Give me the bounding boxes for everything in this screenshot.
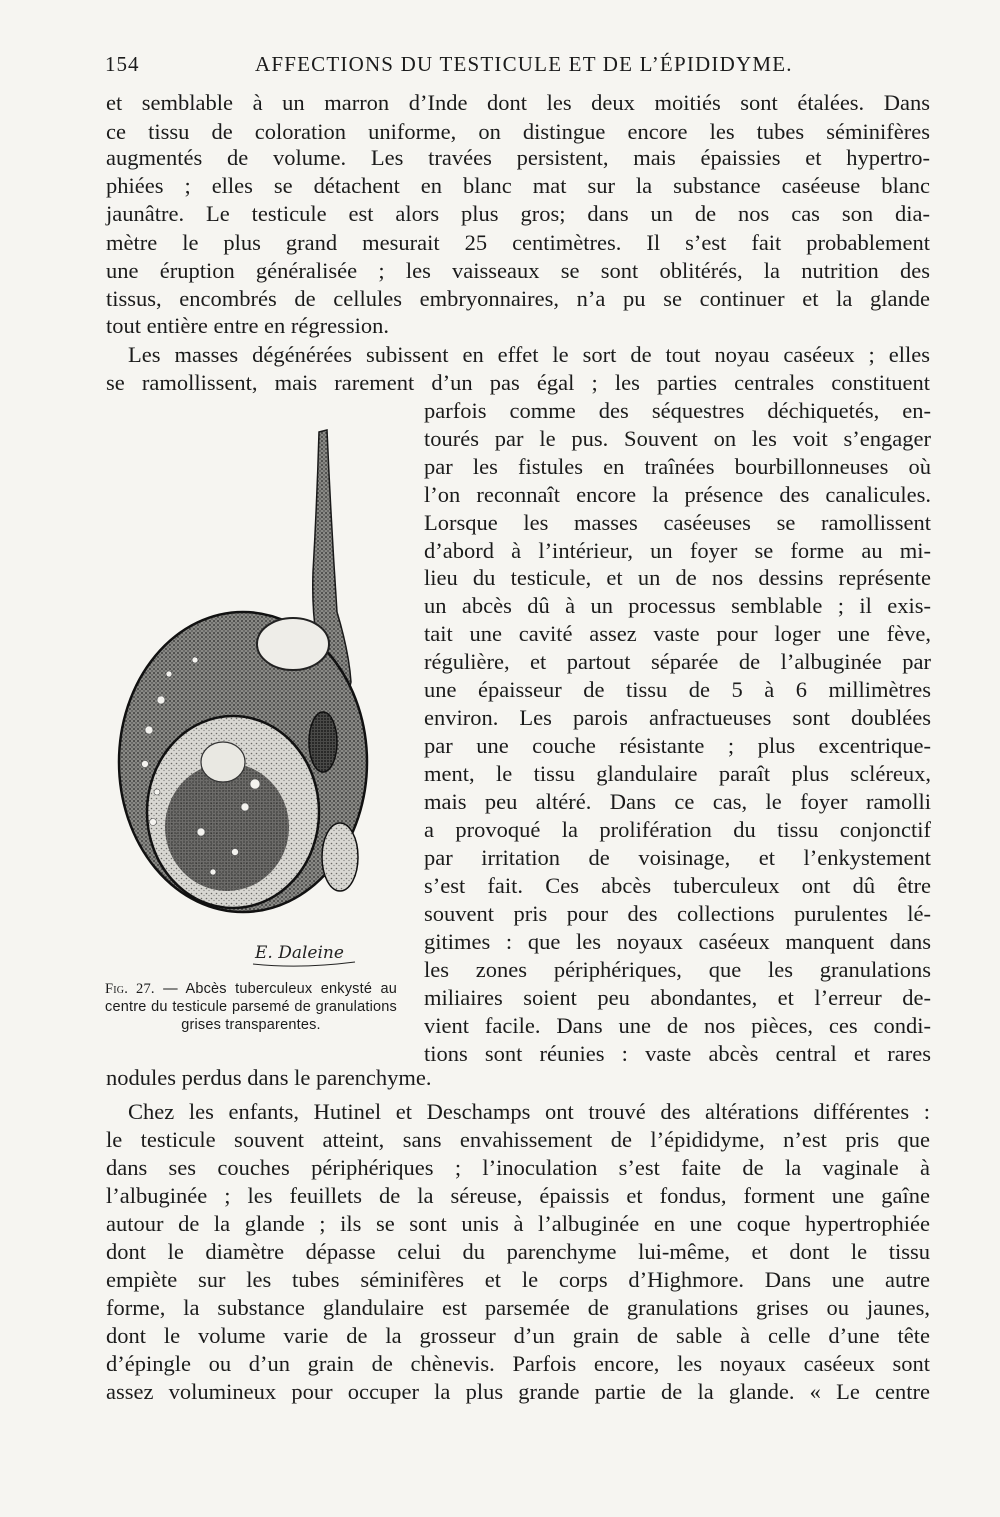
- artist-signature: E. Daleine: [255, 943, 344, 963]
- text-line: phiées ; elles se détachent en blanc mat sur la substance caséeuse blanc: [106, 173, 930, 198]
- figure-number: Fig. 27.: [105, 981, 155, 997]
- text-line: tions sont réunies : vaste abcès central et rares: [424, 1041, 931, 1066]
- figure-illustration: [105, 412, 405, 982]
- text-line: parfois comme des séquestres déchiquetés, en-: [424, 398, 931, 423]
- text-line: une éruption généralisée ; les vaisseaux se sont oblitérés, la nutrition des: [106, 258, 930, 283]
- running-header: [105, 52, 930, 82]
- text-line: par une couche résistante ; plus excentrique-: [424, 733, 931, 758]
- text-line: nodules perdus dans le parenchyme.: [106, 1065, 432, 1090]
- text-line: tout entière entre en régression.: [106, 313, 390, 338]
- text-line: ment, le tissu glandulaire paraît plus scléreux,: [424, 761, 931, 786]
- text-line: mètre le plus grand mesurait 25 centimètres. Il s’est fait probablement: [106, 230, 930, 255]
- text-line: dont le volume varie de la grosseur d’un grain de sable à celle d’une tête: [106, 1323, 930, 1348]
- text-line: forme, la substance glandulaire est parsemée de granulations grises ou jaunes,: [106, 1295, 930, 1320]
- text-line: tourés par le pus. Souvent on les voit s’engager: [424, 426, 931, 451]
- text-line: un abcès dû à un processus semblable ; il exis-: [424, 593, 931, 618]
- text-line: se ramollissent, mais rarement d’un pas égal ; les parties centrales constituent: [106, 370, 930, 395]
- text-line: augmentés de volume. Les travées persistent, mais épaissies et hypertro-: [106, 145, 930, 170]
- text-line: régulière, et partout séparée de l’albuginée par: [424, 649, 931, 674]
- text-line: par irritation de voisinage, et l’enkystement: [424, 845, 931, 870]
- text-line: jaunâtre. Le testicule est alors plus gros; dans un de nos cas son dia-: [106, 201, 930, 226]
- text-line: Lorsque les masses caséeuses se ramollissent: [424, 510, 931, 535]
- text-line: mais peu altéré. Dans ce cas, le foyer ramolli: [424, 789, 931, 814]
- text-line: une épaisseur de tissu de 5 à 6 millimètres: [424, 677, 931, 702]
- text-line: les zones périphériques, que les granulations: [424, 957, 931, 982]
- text-line: lieu du testicule, et un de nos dessins représente: [424, 565, 931, 590]
- text-line: dont le diamètre dépasse celui du parenchyme lui-même, et dont le tissu: [106, 1239, 930, 1264]
- running-title: AFFECTIONS DU TESTICULE ET DE L’ÉPIDIDYME.: [255, 52, 793, 76]
- text-line: environ. Les parois anfractueuses sont doublées: [424, 705, 931, 730]
- figure-caption-text: — Abcès tuberculeux enkysté au centre du testicule parsemé de granulations grises transparentes.: [105, 981, 398, 1033]
- text-line: souvent pris pour des collections purulentes lé-: [424, 901, 931, 926]
- figure-caption: [105, 980, 397, 1034]
- text-line: empiète sur les tubes séminifères et le corps d’Highmore. Dans une autre: [106, 1267, 930, 1292]
- text-line: a provoqué la prolifération du tissu conjonctif: [424, 817, 931, 842]
- text-line: Les masses dégénérées subissent en effet le sort de tout noyau caséeux ; elles: [128, 342, 930, 367]
- text-line: l’on reconnaît encore la présence des canalicules.: [424, 482, 931, 507]
- text-line: le testicule souvent atteint, sans envahissement de l’épididyme, n’est pris que: [106, 1127, 930, 1152]
- text-line: Chez les enfants, Hutinel et Deschamps ont trouvé des altérations différentes :: [128, 1099, 930, 1124]
- text-line: tissus, encombrés de cellules embryonnaires, n’a pu se continuer et la glande: [106, 286, 930, 311]
- text-line: par les fistules en traînées bourbillonneuses où: [424, 454, 931, 479]
- text-line: et semblable à un marron d’Inde dont les deux moitiés sont étalées. Dans: [106, 90, 930, 115]
- text-line: s’est fait. Ces abcès tuberculeux ont dû être: [424, 873, 931, 898]
- text-line: ce tissu de coloration uniforme, on distingue encore les tubes séminifères: [106, 119, 930, 144]
- text-line: vient facile. Dans une de nos pièces, ces condi-: [424, 1013, 931, 1038]
- text-line: miliaires soient peu abondantes, et l’erreur de-: [424, 985, 931, 1010]
- testicle-engraving: [105, 412, 405, 982]
- caseous-nodule: [257, 618, 329, 670]
- text-line: assez volumineux pour occuper la plus grande partie de la glande. « Le centre: [106, 1379, 930, 1404]
- text-line: d’épingle ou d’un grain de chènevis. Parfois encore, les noyaux caséeux sont: [106, 1351, 930, 1376]
- text-line: autour de la glande ; ils se sont unis à l’albuginée en une coque hypertrophiée: [106, 1211, 930, 1236]
- page-number: 154: [105, 52, 140, 76]
- text-line: tait une cavité assez vaste pour loger une fève,: [424, 621, 931, 646]
- text-line: l’albuginée ; les feuillets de la séreuse, épaissis et fondus, forment une gaîne: [106, 1183, 930, 1208]
- text-line: d’abord à l’intérieur, un foyer se forme au mi-: [424, 538, 931, 563]
- text-line: gitimes : que les noyaux caséeux manquent dans: [424, 929, 931, 954]
- text-line: dans ses couches périphériques ; l’inoculation s’est faite de la vaginale à: [106, 1155, 930, 1180]
